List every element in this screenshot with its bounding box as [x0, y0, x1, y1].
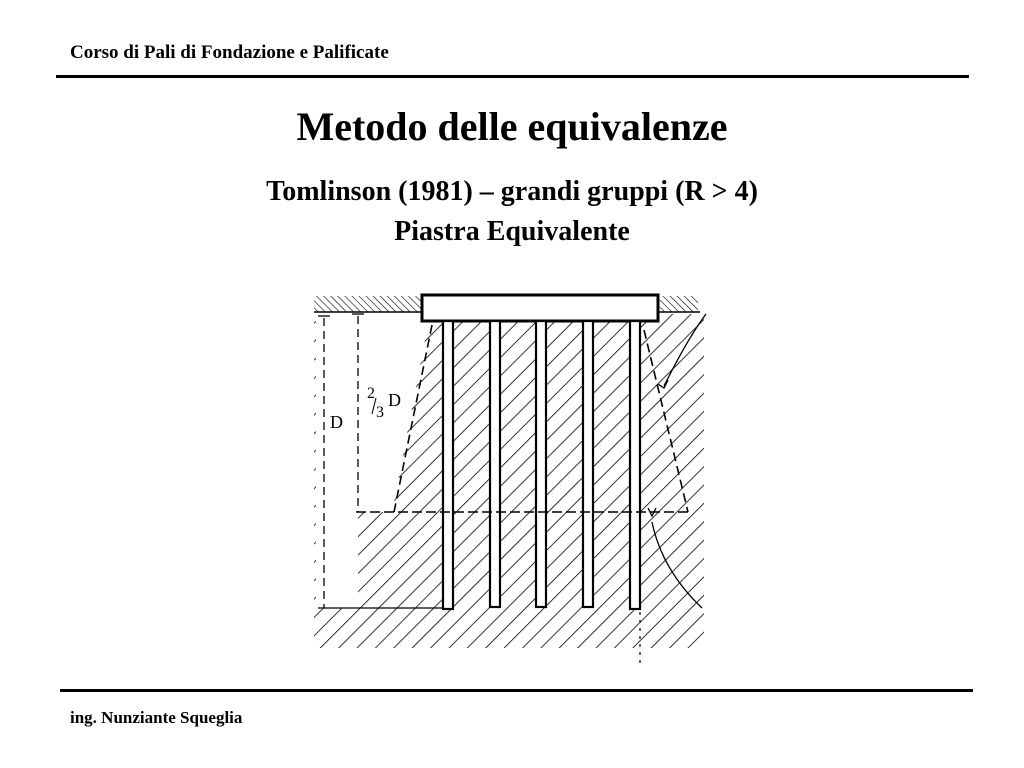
label-two-thirds-numerator: 2	[367, 385, 375, 402]
author-name: ing. Nunziante Squeglia	[70, 708, 243, 727]
header-rule	[56, 75, 969, 78]
pile	[490, 321, 500, 607]
pile	[443, 321, 453, 609]
course-title: Corso di Pali di Fondazione e Palificate	[70, 42, 389, 63]
slide-subtitle-plate: Piastra Equivalente	[394, 216, 630, 247]
pile	[536, 321, 546, 607]
ground-surface-left	[314, 296, 422, 312]
pile-cap	[422, 295, 658, 321]
slide-title: Metodo delle equivalenze	[296, 104, 728, 149]
label-two-thirds-denominator: 3	[376, 404, 384, 421]
label-depth: D	[330, 412, 343, 432]
pile	[630, 321, 640, 609]
slide-subtitle-method: Tomlinson (1981) – grandi gruppi (R > 4)	[266, 176, 758, 207]
pile	[583, 321, 593, 607]
pile-group-diagram	[310, 290, 710, 670]
footer-rule	[60, 689, 973, 692]
ground-surface-right	[660, 296, 698, 312]
label-two-thirds-d: D	[388, 390, 401, 410]
